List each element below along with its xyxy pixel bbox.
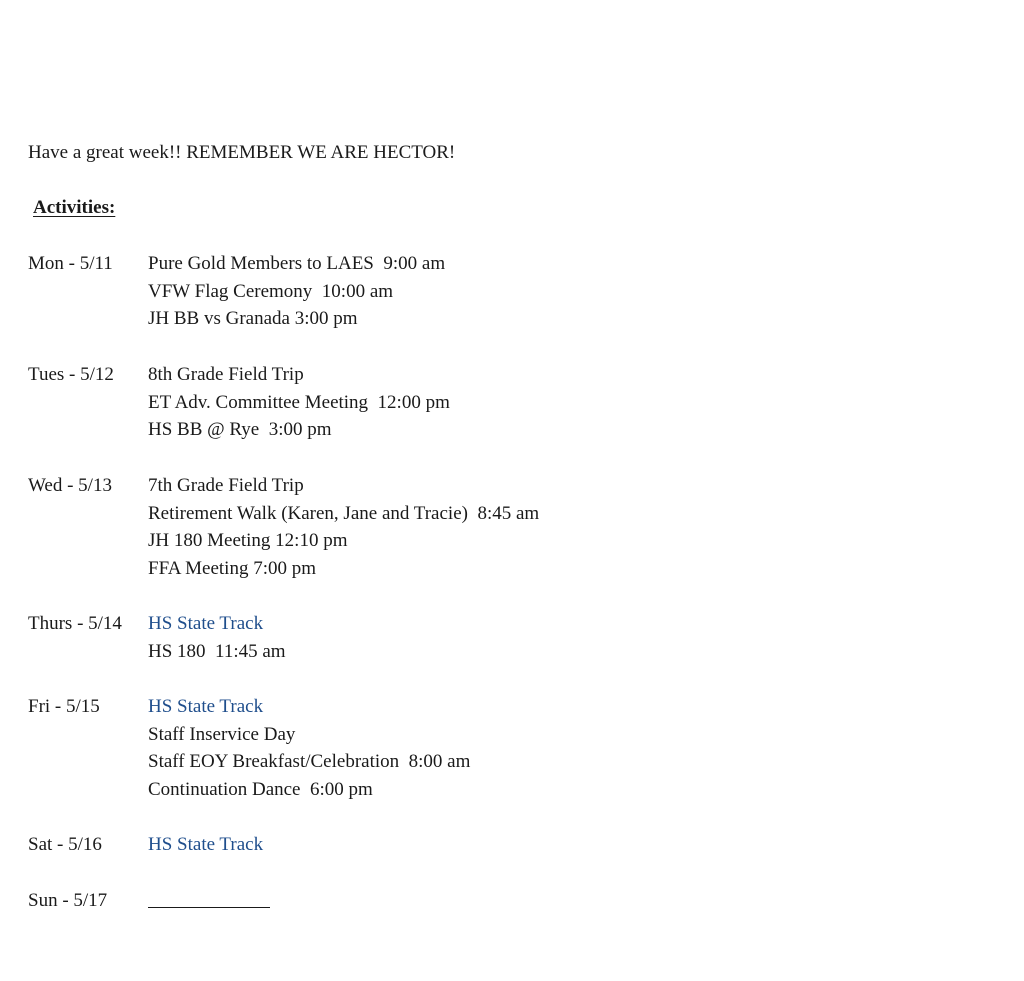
day-label: Thurs - 5/14 — [28, 613, 122, 634]
event-item: Pure Gold Members to LAES 9:00 am — [148, 253, 446, 274]
event-item: HS State Track — [148, 834, 264, 855]
event-item: HS State Track — [148, 613, 264, 634]
event-item: Staff EOY Breakfast/Celebration 8:00 am — [148, 751, 471, 773]
day-label: Sun - 5/17 — [28, 890, 108, 911]
event-list — [148, 887, 270, 917]
activities-heading: Activities: — [33, 197, 116, 218]
day-label: Mon - 5/11 — [28, 253, 113, 274]
event-item: 8th Grade Field Trip — [148, 364, 304, 385]
event-list — [148, 693, 470, 803]
event-item: HS State Track — [148, 696, 264, 717]
event-list — [148, 610, 286, 665]
day-label: Wed - 5/13 — [28, 475, 112, 496]
event-item: Continuation Dance 6:00 pm — [148, 778, 373, 800]
event-item: Staff Inservice Day — [148, 723, 296, 745]
blank-underline — [148, 887, 270, 908]
day-label: Tues - 5/12 — [28, 364, 114, 385]
event-list — [148, 250, 445, 333]
event-item: FFA Meeting 7:00 pm — [148, 557, 317, 579]
event-item: JH 180 Meeting 12:10 pm — [148, 530, 348, 552]
event-item: VFW Flag Ceremony 10:00 am — [148, 280, 394, 302]
greeting-text: Have a great week!! REMEMBER WE ARE HECTOR! — [28, 142, 456, 163]
day-label: Fri - 5/15 — [28, 696, 100, 717]
event-item: HS BB @ Rye 3:00 pm — [148, 419, 332, 441]
event-item: HS 180 11:45 am — [148, 640, 286, 662]
event-item: Retirement Walk (Karen, Jane and Tracie) 8:45 am — [148, 502, 540, 524]
event-item: 7th Grade Field Trip — [148, 475, 304, 496]
event-list — [148, 831, 263, 859]
event-item: JH BB vs Granada 3:00 pm — [148, 308, 358, 330]
day-label: Sat - 5/16 — [28, 834, 102, 855]
event-list — [148, 472, 539, 582]
event-list — [148, 361, 450, 444]
blank-entry-line — [148, 887, 270, 917]
event-item: ET Adv. Committee Meeting 12:00 pm — [148, 391, 450, 413]
